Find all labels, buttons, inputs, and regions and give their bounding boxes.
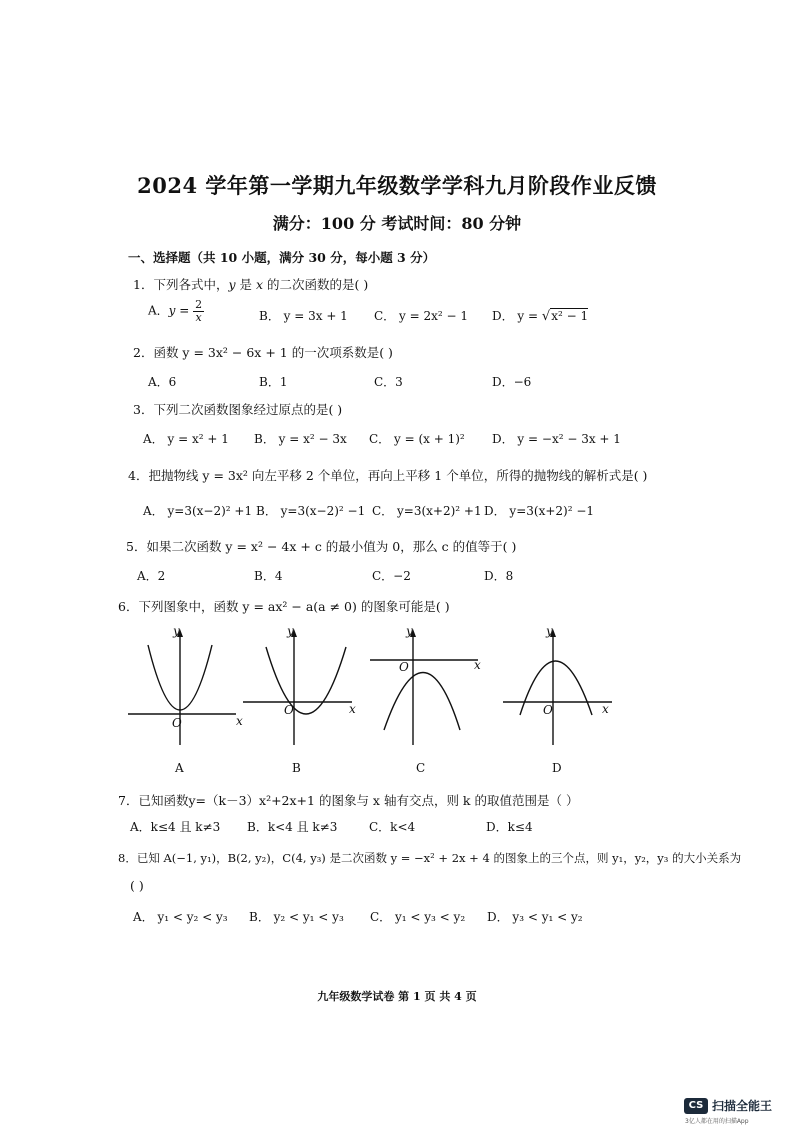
graph-a-origin: O <box>172 716 182 730</box>
graph-c-y-label: y <box>406 624 413 638</box>
camscanner-name: 扫描全能王 <box>712 1099 773 1113</box>
question-7-option-c: C．k<4 <box>369 820 416 834</box>
question-2-option-a: A．6 <box>148 375 177 389</box>
question-3-option-b: B． y = x² − 3x <box>254 432 347 446</box>
question-5-option-c: C．−2 <box>372 569 411 583</box>
question-3-option-c: C． y = (x + 1)² <box>369 432 465 446</box>
question-3-stem: 3．下列二次函数图象经过原点的是( ) <box>133 402 343 417</box>
exam-info: 满分：100 分 考试时间：80 分钟 <box>272 214 522 233</box>
graph-d-x-label: x <box>602 702 609 716</box>
question-1-option-a: A．y = $\frac{2}{x}$ <box>148 298 203 324</box>
question-6-graphs <box>0 615 794 785</box>
question-7-option-d: D．k≤4 <box>486 820 533 834</box>
graph-c-origin: O <box>399 660 409 674</box>
question-8-stem: 8．已知 A(−1, y₁)，B(2, y₂)，C(4, y₃) 是二次函数 y = −x² + 2x + 4 的图象上的三个点，则 y₁，y₂，y₃ 的大小关系为 <box>118 851 742 865</box>
question-4-option-a: A． y=3(x−2)² +1 <box>143 504 253 518</box>
question-2-option-c: C．3 <box>374 375 403 389</box>
camscanner-tagline: 3亿人都在用的扫描App <box>685 1118 749 1125</box>
question-3-option-d: D． y = −x² − 3x + 1 <box>492 432 621 446</box>
graph-c <box>370 633 478 745</box>
question-1-stem: 1．下列各式中，y 是 x 的二次函数的是( ) <box>133 277 369 292</box>
question-8-option-d: D． y₃ < y₁ < y₂ <box>487 910 583 924</box>
graph-d-caption: D <box>552 761 562 775</box>
graph-c-x-label: x <box>474 658 481 672</box>
question-3-option-a: A． y = x² + 1 <box>143 432 229 446</box>
question-8-paren: ( ) <box>130 878 144 893</box>
question-7-option-b: B．k<4 且 k≠3 <box>247 820 338 834</box>
graph-d-parabola <box>520 661 592 715</box>
question-4-option-b: B． y=3(x−2)² −1 <box>256 504 366 518</box>
graph-a-x-label: x <box>236 714 243 728</box>
graph-b-origin: O <box>284 703 294 717</box>
question-4-option-c: C． y=3(x+2)² +1 <box>372 504 482 518</box>
page-title: 2024 学年第一学期九年级数学学科九月阶段作业反馈 <box>137 173 657 198</box>
question-5-stem: 5．如果二次函数 y = x² − 4x + c 的最小值为 0，那么 c 的值等于( ) <box>126 539 517 554</box>
graph-c-caption: C <box>416 761 426 775</box>
graph-a-caption: A <box>175 761 184 775</box>
question-7-stem: 7．已知函数y=（k－3）x²+2x+1 的图象与 x 轴有交点，则 k 的取值范围是（ ） <box>118 793 579 808</box>
question-4-option-d: D． y=3(x+2)² −1 <box>484 504 595 518</box>
question-8-option-a: A． y₁ < y₂ < y₃ <box>133 910 228 924</box>
graph-b-x-label: x <box>349 702 356 716</box>
graph-a-y-label: y <box>173 624 180 638</box>
page-footer: 九年级数学试卷 第 1 页 共 4 页 <box>317 990 477 1003</box>
question-8-option-b: B． y₂ < y₁ < y₃ <box>249 910 344 924</box>
graph-b-caption: B <box>292 761 301 775</box>
question-1-option-d: D． y = √x² − 1 <box>492 309 589 324</box>
question-5-option-d: D．8 <box>484 569 514 583</box>
question-7-option-a: A．k≤4 且 k≠3 <box>130 820 221 834</box>
question-6-stem: 6．下列图象中，函数 y = ax² − a(a ≠ 0) 的图象可能是( ) <box>118 599 450 614</box>
graph-c-parabola <box>384 673 460 731</box>
graph-b <box>243 633 352 745</box>
graph-b-y-label: y <box>287 624 294 638</box>
graph-a <box>128 633 236 745</box>
camscanner-logo-icon: CS <box>684 1098 708 1114</box>
question-1-option-b: B． y = 3x + 1 <box>259 309 348 323</box>
question-2-stem: 2．函数 y = 3x² − 6x + 1 的一次项系数是( ) <box>133 345 393 360</box>
graph-b-parabola <box>266 647 346 714</box>
question-8-option-c: C． y₁ < y₃ < y₂ <box>370 910 466 924</box>
section-heading: 一、选择题（共 10 小题，满分 30 分，每小题 3 分） <box>128 250 436 265</box>
question-4-stem: 4．把抛物线 y = 3x² 向左平移 2 个单位，再向上平移 1 个单位，所得的抛物线的解析式是( ) <box>128 468 648 483</box>
graph-d <box>503 633 612 745</box>
question-2-option-b: B．1 <box>259 375 288 389</box>
question-1-option-c: C． y = 2x² − 1 <box>374 309 468 323</box>
question-2-option-d: D．−6 <box>492 375 532 389</box>
graph-d-origin: O <box>543 703 553 717</box>
question-5-option-a: A．2 <box>137 569 166 583</box>
question-5-option-b: B．4 <box>254 569 283 583</box>
graph-d-y-label: y <box>546 624 553 638</box>
